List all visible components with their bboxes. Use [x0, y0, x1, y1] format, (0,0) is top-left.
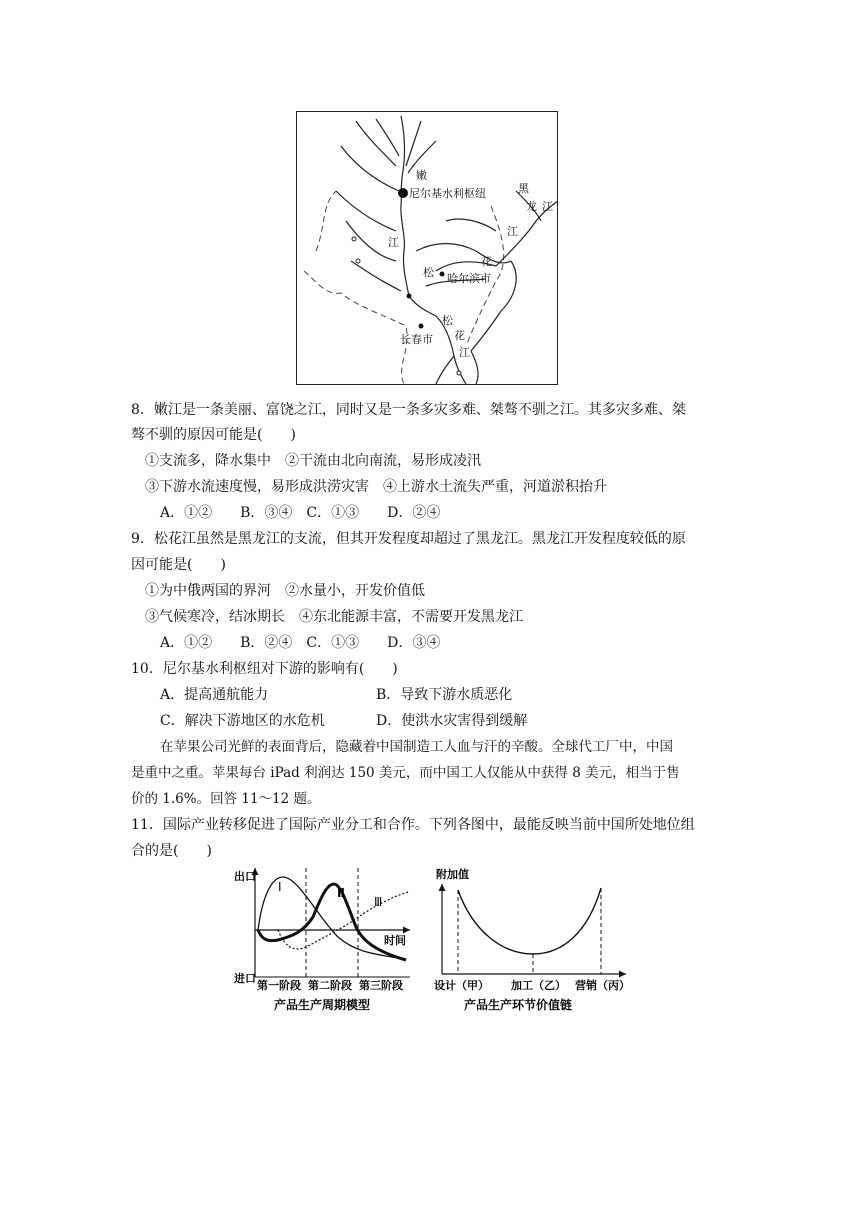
- town-marker: [352, 237, 356, 241]
- fig2-y-label: 附加值: [436, 868, 469, 881]
- fig1-y-top-label: 出口: [234, 870, 256, 883]
- label-hua-b: 花: [454, 329, 465, 342]
- q8-option-line1: ①支流多，降水集中 ②干流由北向南流，易形成凌汛: [145, 453, 481, 469]
- town-marker: [356, 259, 360, 263]
- q11-stem-line2: 合的是( ): [131, 843, 212, 859]
- changchun-marker: [419, 324, 424, 329]
- fig1-x-label: 时间: [384, 934, 406, 947]
- smile-curve: [458, 888, 601, 954]
- passage-line3: 价的 1.6%。回答 11～12 题。: [131, 791, 321, 807]
- q10-stem: 10．尼尔基水利枢纽对下游的影响有( ): [131, 661, 398, 677]
- label-long: 龙: [526, 200, 537, 213]
- harbin-marker: [440, 272, 445, 277]
- label-song-a: 松: [423, 266, 434, 279]
- q9-stem-line2: 因可能是( ): [131, 557, 226, 573]
- q8-option-line2: ③下游水流速度慢，易形成洪涝灾害 ④上游水土流失严重，河道淤积抬升: [145, 479, 607, 495]
- fig1-caption: 产品生产周期模型: [274, 998, 371, 1012]
- q10-option-d: D．使洪水灾害得到缓解: [376, 713, 528, 729]
- q10-option-c: C．解决下游地区的水危机: [160, 713, 325, 729]
- passage-line2: 是重中之重。苹果每台 iPad 利润达 150 美元，而中国工人仅能从中获得 8 美元，相当于售: [131, 765, 680, 781]
- label-jiang-c: 江: [388, 236, 399, 249]
- curve-i-label: Ⅰ: [278, 880, 282, 894]
- curve-ii-label: Ⅱ: [337, 886, 345, 900]
- q9-option-line2: ③气候寒冷，结冰期长 ④东北能源丰富，不需要开发黑龙江: [145, 609, 523, 625]
- nierji-marker: [398, 188, 408, 198]
- town-marker: [457, 371, 461, 375]
- stage-3-label: 第三阶段: [359, 979, 403, 992]
- q9-option-line1: ①为中俄两国的界河 ②水量小，开发价值低: [145, 583, 425, 599]
- curve-ii: [258, 884, 406, 960]
- label-changchun: 长春市: [400, 333, 433, 346]
- fig1-y-bottom-label: 进口: [234, 972, 256, 985]
- label-jiang-a: 江: [542, 200, 553, 213]
- q8-choices: A．①② B．③④ C．①③ D．②④: [160, 505, 441, 521]
- fig2-x-marketing: 营销（丙）: [575, 979, 630, 992]
- fig2-caption: 产品生产环节价值链: [464, 998, 573, 1012]
- label-nierji: 尼尔基水利枢纽: [409, 187, 486, 200]
- passage-line1: 在苹果公司光鲜的表面背后，隐藏着中国制造工人血与汗的辛酸。全球代工厂中，中国: [160, 739, 673, 755]
- stage-2-label: 第二阶段: [308, 979, 352, 992]
- fig2-x-processing: 加工（乙）: [511, 979, 566, 992]
- q11-figures: [228, 862, 648, 1022]
- q9-choices: A．①② B．②④ C．①③ D．③④: [160, 635, 441, 651]
- q11-stem-line1: 11．国际产业转移促进了国际产业分工和合作。下列各图中，最能反映当前中国所处地位组: [131, 817, 695, 833]
- river-map: [296, 111, 558, 385]
- q10-option-a: A．提高通航能力: [160, 687, 269, 703]
- label-nen: 嫩: [416, 169, 427, 182]
- label-jiang-d: 江: [459, 346, 470, 359]
- label-hei: 黑: [518, 182, 529, 195]
- value-chain-figure: [434, 867, 630, 1012]
- q10-option-b: B．导致下游水质恶化: [376, 687, 513, 703]
- stage-1-label: 第一阶段: [257, 979, 301, 992]
- junction-marker: [407, 294, 412, 299]
- label-jiang-b: 江: [507, 225, 518, 238]
- q9-stem-line1: 9．松花江虽然是黑龙江的支流，但其开发程度却超过了黑龙江。黑龙江开发程度较低的原: [131, 531, 686, 547]
- fig2-x-design: 设计（甲）: [434, 979, 489, 992]
- q8-stem-line1: 8．嫩江是一条美丽、富饶之江，同时又是一条多灾多难、桀骜不驯之江。其多灾多难、桀: [131, 402, 686, 418]
- curve-iii-label: Ⅲ: [374, 895, 383, 909]
- label-harbin: 哈尔滨市: [447, 272, 491, 285]
- label-song-b: 松: [442, 314, 453, 327]
- q8-stem-line2: 骜不驯的原因可能是( ): [131, 427, 296, 443]
- product-cycle-figure: [233, 868, 410, 1012]
- label-hua-a: 花: [481, 255, 492, 268]
